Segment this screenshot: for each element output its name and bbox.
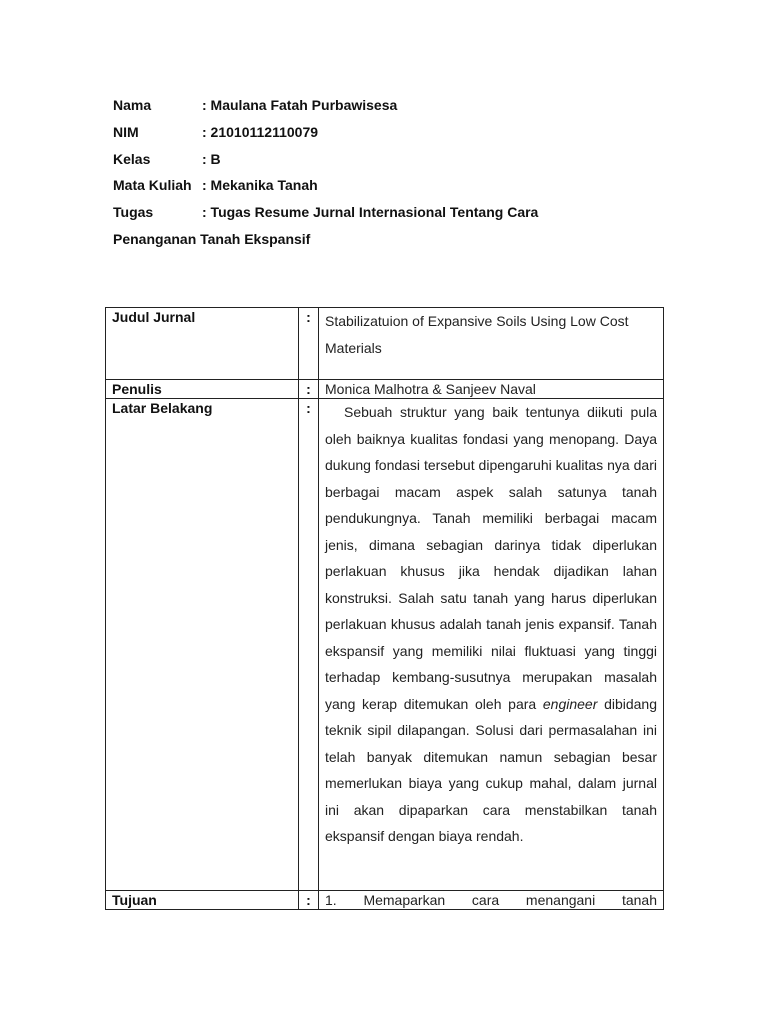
tugas-continuation: Penanganan Tanah Ekspansif (113, 230, 311, 247)
latar-text-part-1: Sebuah struktur yang baik tentunya diikuti pula oleh baiknya kualitas fondasi yang menopang. Daya dukung fondasi tersebut dipengaruhi kualitas nya dari berbagai macam aspek salah satunya tanah pendukungnya. Tanah memiliki berbagai macam jenis, dimana sebagian darinya tidak diperlukan perlakuan khusus jika hendak dijadikan lahan konstruksi. Salah satu tanah yang harus diperlukan perlakuan khusus adalah tanah jenis expansif. Tanah ekspansif yang memiliki nilai fluktuasi yang tinggi terhadap kembang-susutnya merupakan masalah yang kerap ditemukan oleh para (325, 404, 657, 712)
judul-colon: : (299, 308, 319, 380)
latar-term-engineer: engineer (542, 695, 598, 712)
tujuan-colon: : (299, 891, 319, 910)
tugas-row (113, 199, 633, 226)
latar-belakang-row (106, 399, 664, 891)
nim-row (113, 119, 633, 146)
penulis-value: Monica Malhotra & Sanjeev Naval (319, 380, 664, 399)
penulis-label: Penulis (106, 380, 299, 399)
kelas-label: Kelas (113, 150, 151, 167)
judul-row (106, 308, 664, 380)
tujuan-label: Tujuan (106, 891, 299, 910)
nim-value: : 21010112110079 (202, 123, 319, 140)
kelas-row (113, 146, 633, 173)
tugas-label: Tugas (113, 204, 154, 221)
matkul-label: Mata Kuliah (113, 177, 192, 194)
nama-label: Nama (113, 97, 152, 113)
nama-value: : Maulana Fatah Purbawisesa (202, 97, 398, 113)
judul-value: Stabilizatuion of Expansive Soils Using Low Cost Materials (319, 308, 664, 380)
matkul-value: : Mekanika Tanah (202, 177, 318, 194)
nim-label: NIM (113, 123, 139, 140)
student-info-header (113, 92, 633, 253)
journal-summary-table (105, 307, 664, 910)
tujuan-value: 1. Memaparkan cara menangani tanah (319, 891, 664, 910)
tujuan-row (106, 891, 664, 910)
judul-label: Judul Jurnal (106, 308, 299, 380)
penulis-row (106, 380, 664, 399)
kelas-value: : B (202, 150, 221, 167)
nama-row (113, 92, 633, 119)
latar-value (319, 399, 664, 891)
latar-label: Latar Belakang (106, 399, 299, 891)
penulis-colon: : (299, 380, 319, 399)
matkul-row (113, 172, 633, 199)
latar-colon: : (299, 399, 319, 891)
latar-text-part-2: dibidang teknik sipil dilapangan. Solusi dari permasalahan ini telah banyak ditemukan namun sebagian besar memerlukan biaya yang cukup mahal, dalam jurnal ini akan dipaparkan cara menstabilkan tanah ekspansif dengan biaya rendah. (325, 695, 657, 844)
tugas-value: : Tugas Resume Jurnal Internasional Tentang Cara (202, 204, 539, 221)
